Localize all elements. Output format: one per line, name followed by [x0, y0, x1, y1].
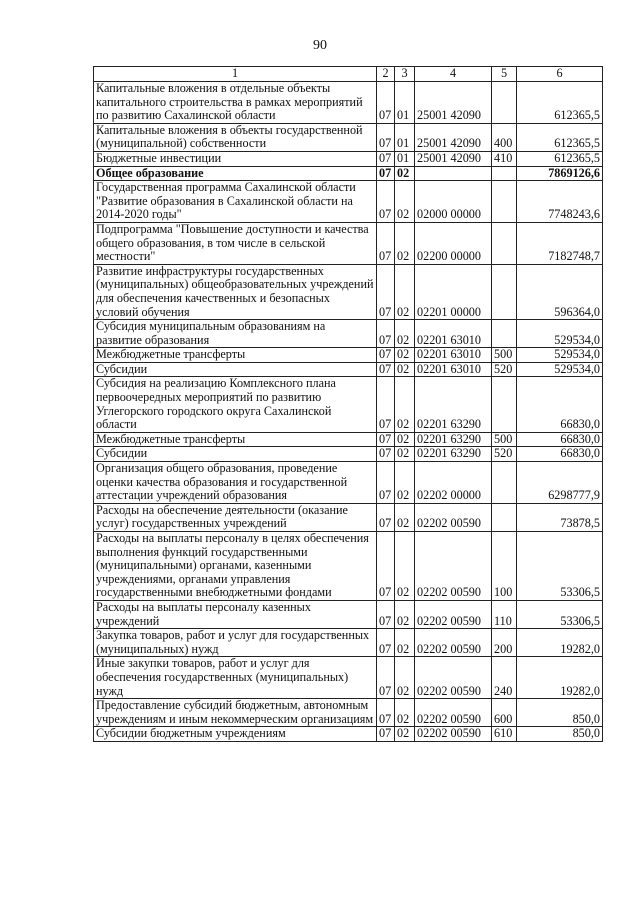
section-code-cell: 07 [377, 657, 395, 699]
subsection-code-cell: 02 [395, 532, 415, 601]
column-header: 6 [517, 67, 603, 82]
target-article-cell: 02202 00590 [415, 629, 492, 657]
budget-table [93, 66, 603, 742]
amount-cell: 19282,0 [517, 629, 603, 657]
target-article-cell: 02202 00590 [415, 532, 492, 601]
section-code-cell: 07 [377, 447, 395, 462]
expense-type-cell: 600 [492, 699, 517, 727]
column-header: 4 [415, 67, 492, 82]
row-name-cell: Расходы на выплаты персоналу в целях обеспечения выполнения функций государственными (муниципальными) органами, казенными учреждениями, органами управления государственными внебюджетными фондами [94, 532, 377, 601]
subsection-code-cell: 02 [395, 181, 415, 223]
subsection-code-cell: 02 [395, 462, 415, 504]
row-name-cell: Субсидии [94, 362, 377, 377]
amount-cell: 612365,5 [517, 151, 603, 166]
table-row [94, 629, 603, 657]
expense-type-cell: 500 [492, 348, 517, 363]
amount-cell: 850,0 [517, 699, 603, 727]
amount-cell: 66830,0 [517, 377, 603, 432]
amount-cell: 19282,0 [517, 657, 603, 699]
section-code-cell: 07 [377, 532, 395, 601]
table-row [94, 348, 603, 363]
section-code-cell: 07 [377, 699, 395, 727]
target-article-cell: 02202 00590 [415, 727, 492, 742]
section-code-cell: 07 [377, 82, 395, 124]
target-article-cell: 02201 63290 [415, 377, 492, 432]
subsection-code-cell: 01 [395, 123, 415, 151]
amount-cell: 612365,5 [517, 123, 603, 151]
target-article-cell: 25001 42090 [415, 82, 492, 124]
subsection-code-cell: 02 [395, 222, 415, 264]
table-row [94, 181, 603, 223]
target-article-cell: 02000 00000 [415, 181, 492, 223]
table-row [94, 532, 603, 601]
expense-type-cell: 100 [492, 532, 517, 601]
amount-cell: 7869126,6 [517, 166, 603, 181]
row-name-cell: Подпрограмма "Повышение доступности и качества общего образования, в том числе в сельской местности" [94, 222, 377, 264]
section-code-cell: 07 [377, 151, 395, 166]
expense-type-cell [492, 264, 517, 319]
target-article-cell: 02200 00000 [415, 222, 492, 264]
amount-cell: 612365,5 [517, 82, 603, 124]
table-row [94, 166, 603, 181]
amount-cell: 66830,0 [517, 447, 603, 462]
row-name-cell: Государственная программа Сахалинской области "Развитие образования в Сахалинской области на 2014-2020 годы" [94, 181, 377, 223]
table-row [94, 600, 603, 628]
column-header: 5 [492, 67, 517, 82]
row-name-cell: Предоставление субсидий бюджетным, автономным учреждениям и иным некоммерческим организациям [94, 699, 377, 727]
subsection-code-cell: 02 [395, 432, 415, 447]
target-article-cell: 02201 63010 [415, 320, 492, 348]
section-code-cell: 07 [377, 362, 395, 377]
table-row [94, 503, 603, 531]
subsection-code-cell: 02 [395, 377, 415, 432]
column-header: 3 [395, 67, 415, 82]
section-code-cell: 07 [377, 320, 395, 348]
section-code-cell: 07 [377, 264, 395, 319]
row-name-cell: Иные закупки товаров, работ и услуг для обеспечения государственных (муниципальных) нужд [94, 657, 377, 699]
subsection-code-cell: 02 [395, 166, 415, 181]
target-article-cell: 02201 63290 [415, 447, 492, 462]
amount-cell: 7748243,6 [517, 181, 603, 223]
target-article-cell: 02201 63010 [415, 348, 492, 363]
expense-type-cell: 610 [492, 727, 517, 742]
table-row [94, 699, 603, 727]
subsection-code-cell: 02 [395, 629, 415, 657]
amount-cell: 7182748,7 [517, 222, 603, 264]
table-row [94, 657, 603, 699]
table-row [94, 222, 603, 264]
subsection-code-cell: 02 [395, 657, 415, 699]
row-name-cell: Общее образование [94, 166, 377, 181]
section-code-cell: 07 [377, 629, 395, 657]
subsection-code-cell: 01 [395, 151, 415, 166]
amount-cell: 66830,0 [517, 432, 603, 447]
row-name-cell: Межбюджетные трансферты [94, 348, 377, 363]
amount-cell: 850,0 [517, 727, 603, 742]
header-row [94, 67, 603, 82]
row-name-cell: Субсидия на реализацию Комплексного плана первоочередных мероприятий по развитию Углегорского городского округа Сахалинской области [94, 377, 377, 432]
table-row [94, 362, 603, 377]
table-row [94, 727, 603, 742]
table-row [94, 377, 603, 432]
expense-type-cell: 410 [492, 151, 517, 166]
target-article-cell: 25001 42090 [415, 123, 492, 151]
expense-type-cell: 400 [492, 123, 517, 151]
table-row [94, 447, 603, 462]
row-name-cell: Расходы на обеспечение деятельности (оказание услуг) государственных учреждений [94, 503, 377, 531]
row-name-cell: Субсидии [94, 447, 377, 462]
expense-type-cell [492, 82, 517, 124]
expense-type-cell: 500 [492, 432, 517, 447]
subsection-code-cell: 02 [395, 362, 415, 377]
target-article-cell: 02201 63010 [415, 362, 492, 377]
target-article-cell: 25001 42090 [415, 151, 492, 166]
subsection-code-cell: 02 [395, 320, 415, 348]
amount-cell: 529534,0 [517, 348, 603, 363]
table-row [94, 264, 603, 319]
row-name-cell: Субсидия муниципальным образованиям на развитие образования [94, 320, 377, 348]
amount-cell: 529534,0 [517, 320, 603, 348]
expense-type-cell [492, 222, 517, 264]
expense-type-cell [492, 462, 517, 504]
amount-cell: 53306,5 [517, 600, 603, 628]
expense-type-cell [492, 503, 517, 531]
row-name-cell: Закупка товаров, работ и услуг для государственных (муниципальных) нужд [94, 629, 377, 657]
table-row [94, 82, 603, 124]
table-row [94, 151, 603, 166]
column-header: 2 [377, 67, 395, 82]
subsection-code-cell: 02 [395, 264, 415, 319]
target-article-cell [415, 166, 492, 181]
subsection-code-cell: 02 [395, 348, 415, 363]
table-row [94, 320, 603, 348]
amount-cell: 596364,0 [517, 264, 603, 319]
section-code-cell: 07 [377, 222, 395, 264]
row-name-cell: Капитальные вложения в объекты государственной (муниципальной) собственности [94, 123, 377, 151]
expense-type-cell: 520 [492, 362, 517, 377]
page-number: 90 [313, 38, 327, 53]
target-article-cell: 02202 00590 [415, 503, 492, 531]
row-name-cell: Организация общего образования, проведение оценки качества образования и государственной аттестации учреждений образования [94, 462, 377, 504]
row-name-cell: Капитальные вложения в отдельные объекты капитального строительства в рамках мероприятий по развитию Сахалинской области [94, 82, 377, 124]
section-code-cell: 07 [377, 432, 395, 447]
subsection-code-cell: 02 [395, 503, 415, 531]
target-article-cell: 02202 00590 [415, 699, 492, 727]
section-code-cell: 07 [377, 727, 395, 742]
target-article-cell: 02202 00590 [415, 600, 492, 628]
section-code-cell: 07 [377, 462, 395, 504]
expense-type-cell [492, 166, 517, 181]
subsection-code-cell: 02 [395, 600, 415, 628]
section-code-cell: 07 [377, 123, 395, 151]
table-row [94, 123, 603, 151]
section-code-cell: 07 [377, 166, 395, 181]
target-article-cell: 02202 00590 [415, 657, 492, 699]
expense-type-cell: 110 [492, 600, 517, 628]
amount-cell: 529534,0 [517, 362, 603, 377]
amount-cell: 6298777,9 [517, 462, 603, 504]
section-code-cell: 07 [377, 377, 395, 432]
target-article-cell: 02202 00000 [415, 462, 492, 504]
subsection-code-cell: 02 [395, 699, 415, 727]
section-code-cell: 07 [377, 348, 395, 363]
section-code-cell: 07 [377, 600, 395, 628]
target-article-cell: 02201 63290 [415, 432, 492, 447]
subsection-code-cell: 02 [395, 727, 415, 742]
row-name-cell: Развитие инфраструктуры государственных (муниципальных) общеобразовательных учреждений для обеспечения качественных и безопасных условий обучения [94, 264, 377, 319]
expense-type-cell: 240 [492, 657, 517, 699]
table-row [94, 432, 603, 447]
column-header: 1 [94, 67, 377, 82]
subsection-code-cell: 01 [395, 82, 415, 124]
expense-type-cell: 520 [492, 447, 517, 462]
row-name-cell: Субсидии бюджетным учреждениям [94, 727, 377, 742]
amount-cell: 73878,5 [517, 503, 603, 531]
amount-cell: 53306,5 [517, 532, 603, 601]
section-code-cell: 07 [377, 181, 395, 223]
subsection-code-cell: 02 [395, 447, 415, 462]
row-name-cell: Расходы на выплаты персоналу казенных учреждений [94, 600, 377, 628]
row-name-cell: Межбюджетные трансферты [94, 432, 377, 447]
table-row [94, 462, 603, 504]
target-article-cell: 02201 00000 [415, 264, 492, 319]
expense-type-cell [492, 377, 517, 432]
row-name-cell: Бюджетные инвестиции [94, 151, 377, 166]
section-code-cell: 07 [377, 503, 395, 531]
expense-type-cell [492, 181, 517, 223]
expense-type-cell [492, 320, 517, 348]
expense-type-cell: 200 [492, 629, 517, 657]
